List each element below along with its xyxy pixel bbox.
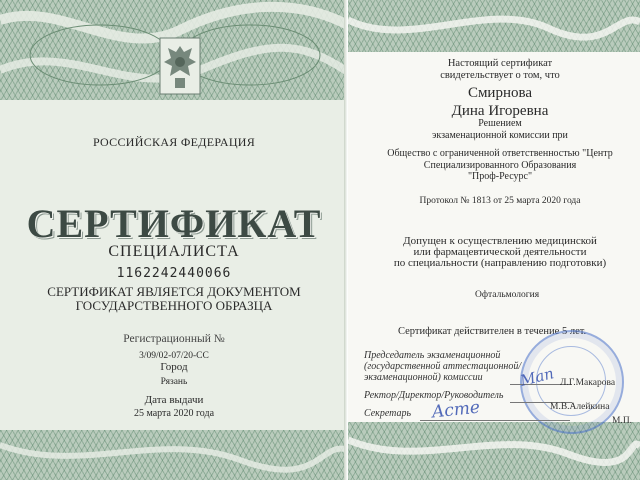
- holder-given-names: Дина Игоревна: [451, 103, 549, 119]
- holder-name: [360, 84, 640, 120]
- commission-decision: [360, 118, 640, 142]
- certificate-intro-line2: свидетельствует о том, что: [440, 70, 560, 81]
- secretary-label: Секретарь: [364, 408, 412, 419]
- chair-label-line3: экзаменационной) комиссии: [364, 372, 483, 383]
- state-document-note-line1: СЕРТИФИКАТ ЯВЛЯЕТСЯ ДОКУМЕНТОМ: [47, 284, 301, 299]
- admission-statement-line1: Допущен к осуществлению медицинской: [403, 235, 597, 247]
- admission-statement-line3: по специальности (направлению подготовки): [393, 257, 607, 269]
- issue-date-value: 25 марта 2020 года: [133, 408, 215, 419]
- seal-place-mark: М.П.: [612, 416, 633, 426]
- rector-label: Ректор/Директор/Руководитель: [364, 390, 504, 401]
- admission-statement: [360, 236, 640, 269]
- coat-of-arms-icon: [158, 36, 202, 96]
- certificate-intro-line1: Настоящий сертификат: [447, 58, 553, 69]
- specialty-value: Офтальмология: [475, 290, 540, 300]
- issuing-organization-line3: "Проф-Ресурс": [467, 171, 533, 182]
- guilloche-band-bottom-right: [348, 422, 640, 480]
- chair-label-line1: Председатель экзаменационной: [364, 350, 501, 361]
- city-label: Город: [160, 361, 188, 373]
- chair-label-line2: (государственной аттестационной/: [364, 361, 522, 372]
- issuing-organization-line1: Общество с ограниченной ответственностью "Центр: [387, 148, 613, 159]
- country-name: РОССИЙСКАЯ ФЕДЕРАЦИЯ: [92, 135, 256, 149]
- chair-label: [364, 350, 521, 383]
- guilloche-pattern: [0, 430, 348, 480]
- registration-number: 3/09/02-07/20-СС: [139, 351, 209, 361]
- issue-date-label: Дата выдачи: [144, 394, 204, 406]
- validity-statement: Сертификат действителен в течение 5 лет.: [398, 326, 587, 337]
- chair-signature: Man: [518, 364, 556, 390]
- certificate-number: 1162242440066: [116, 266, 232, 281]
- state-document-note: [0, 285, 348, 313]
- protocol-reference: Протокол № 1813 от 25 марта 2020 года: [419, 196, 581, 206]
- guilloche-pattern: [348, 422, 640, 480]
- commission-decision-line1: Решением: [478, 118, 522, 129]
- guilloche-pattern: [348, 0, 640, 52]
- holder-surname: Смирнова: [467, 85, 533, 101]
- admission-statement-line2: или фармацевтической деятельности: [413, 246, 587, 258]
- issuing-organization-line2: Специализированного Образования: [423, 159, 577, 171]
- city-value: Рязань: [160, 377, 188, 387]
- issuing-organization: [360, 148, 640, 183]
- state-document-note-line2: ГОСУДАРСТВЕННОГО ОБРАЗЦА: [75, 298, 273, 313]
- rector-name: М.В.Алейкина: [550, 402, 610, 412]
- commission-decision-line2: экзаменационной комиссии при: [432, 130, 568, 141]
- secretary-signature: Acme: [431, 397, 481, 423]
- chair-name: Л.Г.Макарова: [560, 378, 616, 388]
- certificate-subtitle: СПЕЦИАЛИСТА: [108, 243, 240, 260]
- certificate-title: СЕРТИФИКАТ: [26, 201, 322, 246]
- registration-label: Регистрационный №: [123, 333, 225, 345]
- guilloche-band-bottom-left: [0, 430, 348, 480]
- guilloche-band-top-right: [348, 0, 640, 52]
- certificate-intro: [360, 58, 640, 82]
